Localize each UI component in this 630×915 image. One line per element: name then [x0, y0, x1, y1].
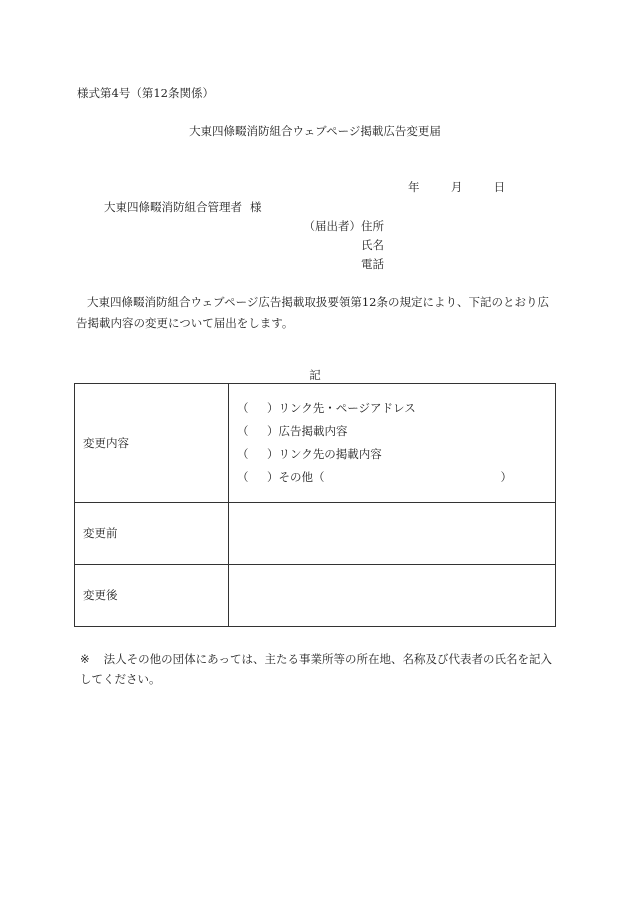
body-text: 大東四條畷消防組合ウェブページ広告掲載取扱要領第12条の規定により、下記のとおり広告掲載内容の変更について届出をします。: [76, 295, 549, 330]
after-change-label: 変更後: [75, 565, 229, 627]
option-link-content[interactable]: [237, 443, 555, 466]
footnote-text: 法人その他の団体にあっては、主たる事業所等の所在地、名称及び代表者の氏名を記入してください。: [80, 652, 553, 686]
option-checkbox: （: [237, 424, 249, 439]
change-content-label: 変更内容: [75, 384, 229, 503]
year-label: 年: [408, 180, 420, 194]
option-other[interactable]: [237, 466, 555, 489]
option-ad-content[interactable]: [237, 420, 555, 443]
option-checkbox: （: [237, 401, 249, 416]
month-label: 月: [450, 180, 463, 194]
table-row: [75, 565, 556, 627]
addressee-honorific: 様: [250, 200, 262, 214]
change-table: [74, 383, 556, 627]
document-title: 大東四條畷消防組合ウェブページ掲載広告変更届: [189, 124, 441, 138]
date-line: [408, 180, 505, 194]
day-label: 日: [493, 180, 506, 194]
option-link-address[interactable]: [237, 397, 555, 420]
option-checkbox: （: [237, 447, 249, 462]
table-row: [75, 384, 556, 503]
table-row: [75, 503, 556, 565]
footnote: [80, 649, 560, 689]
option-checkbox: （: [237, 470, 249, 485]
before-change-field[interactable]: [229, 503, 556, 565]
footnote-mark: ※: [80, 652, 90, 666]
option-label: ）その他（: [267, 470, 325, 485]
change-content-cell: [229, 384, 556, 503]
option-label: ）広告掲載内容: [267, 424, 348, 439]
form-number: 様式第4号（第12条関係）: [77, 86, 214, 100]
option-label: ）リンク先の掲載内容: [267, 447, 382, 462]
notifier-address-label: （届出者）住所: [303, 219, 384, 233]
addressee-name: 大東四條畷消防組合管理者: [104, 200, 242, 214]
addressee: [104, 200, 262, 214]
change-options: [229, 397, 555, 489]
other-close-paren: ）: [500, 470, 512, 485]
after-change-field[interactable]: [229, 565, 556, 627]
ki-heading: 記: [309, 368, 321, 382]
option-label: ）リンク先・ページアドレス: [267, 401, 416, 416]
before-change-label: 変更前: [75, 503, 229, 565]
notifier-name-label: 氏名: [361, 238, 384, 252]
notifier-phone-label: 電話: [361, 257, 384, 271]
